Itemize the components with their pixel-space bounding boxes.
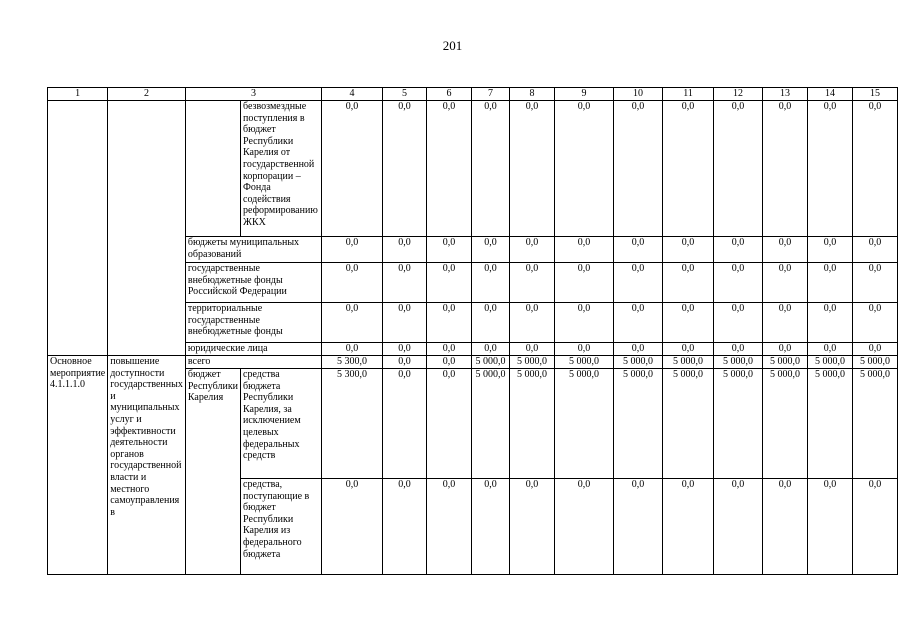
value-cell: 0,0: [808, 303, 853, 343]
value-cell: 0,0: [714, 303, 763, 343]
value-cell: 0,0: [614, 263, 663, 303]
value-cell: 5 000,0: [472, 369, 510, 479]
value-cell: 5 000,0: [714, 369, 763, 479]
table-row: [48, 356, 898, 369]
value-cell: 0,0: [808, 343, 853, 356]
value-cell: 5 000,0: [614, 369, 663, 479]
value-cell: 0,0: [555, 263, 614, 303]
empty-cell: [185, 101, 240, 237]
budget-group-label: бюджет Республики Карелия: [185, 369, 240, 575]
value-cell: 0,0: [322, 237, 383, 263]
row-label: территориальные государственные внебюджетные фонды: [185, 303, 321, 343]
value-cell: 0,0: [383, 479, 427, 575]
value-cell: 0,0: [427, 356, 472, 369]
value-cell: 5 000,0: [614, 356, 663, 369]
empty-cell: [108, 101, 186, 356]
value-cell: 0,0: [555, 237, 614, 263]
value-cell: 0,0: [853, 263, 898, 303]
col-header: 14: [808, 88, 853, 101]
value-cell: 0,0: [763, 101, 808, 237]
row-label: юридические лица: [185, 343, 321, 356]
value-cell: 0,0: [853, 343, 898, 356]
value-cell: 0,0: [714, 343, 763, 356]
value-cell: 0,0: [510, 101, 555, 237]
row-label: средства бюджета Республики Карелия, за исключением целевых федеральных средств: [241, 369, 322, 479]
col-header: 8: [510, 88, 555, 101]
value-cell: 5 000,0: [853, 356, 898, 369]
value-cell: 0,0: [763, 237, 808, 263]
col-header: 5: [383, 88, 427, 101]
value-cell: 5 000,0: [853, 369, 898, 479]
value-cell: 5 000,0: [663, 356, 714, 369]
row-label: безвозмездные поступления в бюджет Республики Карелия от государственной корпорации – Фонда содействия реформированию ЖКХ: [241, 101, 322, 237]
col-header: 9: [555, 88, 614, 101]
value-cell: 0,0: [427, 263, 472, 303]
value-cell: 0,0: [853, 303, 898, 343]
value-cell: 0,0: [472, 479, 510, 575]
value-cell: 0,0: [383, 237, 427, 263]
value-cell: 0,0: [472, 343, 510, 356]
value-cell: 5 000,0: [510, 356, 555, 369]
empty-cell: [48, 101, 108, 356]
value-cell: 0,0: [510, 479, 555, 575]
activity-number: Основное мероприятие 4.1.1.1.0: [48, 356, 108, 575]
value-cell: 5 000,0: [555, 369, 614, 479]
value-cell: 5 000,0: [808, 356, 853, 369]
value-cell: 0,0: [427, 479, 472, 575]
table-row: [48, 101, 898, 237]
value-cell: 0,0: [383, 356, 427, 369]
row-label: бюджеты муниципальных образований: [185, 237, 321, 263]
value-cell: 5 300,0: [322, 369, 383, 479]
value-cell: 0,0: [322, 263, 383, 303]
col-header: 15: [853, 88, 898, 101]
value-cell: 0,0: [383, 369, 427, 479]
value-cell: 0,0: [763, 479, 808, 575]
col-header: 1: [48, 88, 108, 101]
value-cell: 0,0: [555, 479, 614, 575]
row-label: средства, поступающие в бюджет Республики Карелия из федерального бюджета: [241, 479, 322, 575]
col-header: 4: [322, 88, 383, 101]
value-cell: 0,0: [714, 237, 763, 263]
value-cell: 0,0: [510, 303, 555, 343]
value-cell: 0,0: [614, 479, 663, 575]
value-cell: 5 000,0: [808, 369, 853, 479]
value-cell: 0,0: [614, 343, 663, 356]
col-header: 3: [185, 88, 321, 101]
col-header: 2: [108, 88, 186, 101]
value-cell: 0,0: [472, 263, 510, 303]
value-cell: 0,0: [763, 343, 808, 356]
value-cell: 5 000,0: [714, 356, 763, 369]
value-cell: 5 000,0: [763, 369, 808, 479]
value-cell: 0,0: [383, 263, 427, 303]
value-cell: 0,0: [472, 303, 510, 343]
value-cell: 0,0: [714, 101, 763, 237]
value-cell: 5 300,0: [322, 356, 383, 369]
value-cell: 0,0: [763, 303, 808, 343]
value-cell: 0,0: [427, 237, 472, 263]
value-cell: 0,0: [510, 263, 555, 303]
value-cell: 0,0: [383, 101, 427, 237]
value-cell: 5 000,0: [510, 369, 555, 479]
value-cell: 0,0: [663, 479, 714, 575]
col-header: 13: [763, 88, 808, 101]
value-cell: 0,0: [614, 101, 663, 237]
value-cell: 0,0: [510, 237, 555, 263]
col-header: 6: [427, 88, 472, 101]
value-cell: 0,0: [663, 101, 714, 237]
page-number: 201: [442, 38, 463, 53]
value-cell: 0,0: [472, 237, 510, 263]
value-cell: 0,0: [808, 101, 853, 237]
value-cell: 0,0: [853, 101, 898, 237]
value-cell: 0,0: [763, 263, 808, 303]
row-label: всего: [185, 356, 321, 369]
value-cell: 0,0: [555, 101, 614, 237]
value-cell: 0,0: [383, 343, 427, 356]
value-cell: 0,0: [808, 263, 853, 303]
value-cell: 0,0: [427, 101, 472, 237]
value-cell: 0,0: [614, 303, 663, 343]
value-cell: 0,0: [714, 263, 763, 303]
value-cell: 0,0: [555, 303, 614, 343]
value-cell: 0,0: [383, 303, 427, 343]
value-cell: 0,0: [663, 303, 714, 343]
value-cell: 0,0: [472, 101, 510, 237]
value-cell: 0,0: [614, 237, 663, 263]
value-cell: 0,0: [510, 343, 555, 356]
value-cell: 0,0: [555, 343, 614, 356]
value-cell: 5 000,0: [472, 356, 510, 369]
value-cell: 0,0: [663, 263, 714, 303]
value-cell: 5 000,0: [555, 356, 614, 369]
col-header: 7: [472, 88, 510, 101]
value-cell: 0,0: [427, 343, 472, 356]
value-cell: 0,0: [853, 479, 898, 575]
value-cell: 0,0: [322, 343, 383, 356]
col-header: 12: [714, 88, 763, 101]
value-cell: 0,0: [853, 237, 898, 263]
budget-table: [47, 87, 898, 575]
value-cell: 0,0: [808, 479, 853, 575]
value-cell: 0,0: [322, 479, 383, 575]
value-cell: 0,0: [808, 237, 853, 263]
value-cell: 0,0: [663, 343, 714, 356]
value-cell: 5 000,0: [663, 369, 714, 479]
value-cell: 0,0: [427, 303, 472, 343]
value-cell: 0,0: [427, 369, 472, 479]
value-cell: 5 000,0: [763, 356, 808, 369]
header-row: [48, 88, 898, 101]
activity-description: повышение доступности государственных и муниципальных услуг и эффективности деятельности органов государственной власти и местного самоуправления в: [108, 356, 186, 575]
value-cell: 0,0: [663, 237, 714, 263]
row-label: государственные внебюджетные фонды Российской Федерации: [185, 263, 321, 303]
col-header: 10: [614, 88, 663, 101]
col-header: 11: [663, 88, 714, 101]
value-cell: 0,0: [714, 479, 763, 575]
value-cell: 0,0: [322, 303, 383, 343]
value-cell: 0,0: [322, 101, 383, 237]
